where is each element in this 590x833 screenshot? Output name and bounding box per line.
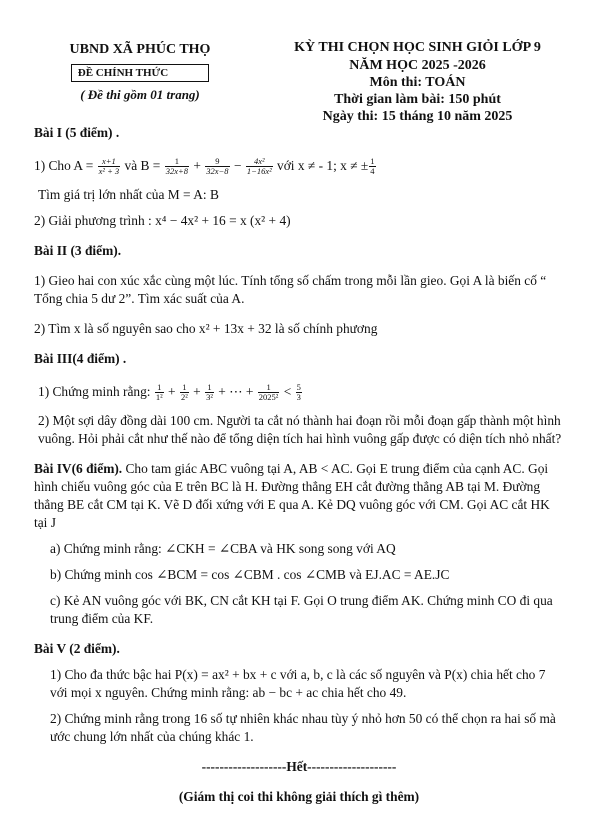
organization-name: UBND XÃ PHÚC THỌ — [69, 42, 211, 57]
fraction-A: $\frac{x+1}{\text{x² + 3}}$ — [98, 156, 120, 177]
fraction-1: $\frac{1}{\text{1²}}$ — [155, 382, 163, 403]
section-1-question-2: 2) Giải phương trình : x⁴ − 4x² + 16 = x (x² + 4) — [34, 213, 291, 228]
school-year: NĂM HỌC 2025 -2026 — [349, 58, 486, 73]
fraction-3: $\frac{1}{\text{3²}}$ — [206, 382, 213, 403]
header-right — [285, 38, 550, 125]
fraction-rhs: $\frac{5}{3}$ — [296, 382, 301, 403]
section-5-question-1: 1) Cho đa thức bậc hai P(x) = ax² + bx + c với a, b, c là các số nguyên và P(x) chia hết cho 7 với mọi x nguyên. Chứng minh rằng: ab − bc + ac chia hết cho 49. — [50, 667, 546, 700]
section-4-question-b: b) Chứng minh cos ∠BCM = cos ∠CBM . cos ∠CMB và EJ.AC = AE.JC — [50, 567, 450, 582]
section-3-question-1: 1) Chứng minh rằng: $\frac{1}{\text{1²}}$ + $\frac{1}{\text{2²}}$ + $\frac{1}{\text{3²}}$ + ⋯ + $\frac{1}{\text{2025²}}$ < $\frac{5}{3}$ — [38, 382, 301, 403]
section-3-question-2: 2) Một sợi dây đồng dài 100 cm. Người ta cắt nó thành hai đoạn rồi mỗi đoạn gấp thành một hình vuông. Hỏi phải cắt như thế nào để tổng diện tích hai hình vuông gấp được có diện tích nhỏ nhất? — [38, 413, 562, 446]
fraction-B1: $\frac{1}{32x+8}$ — [165, 156, 188, 177]
fraction-condition: $\frac{1}{4}$ — [370, 156, 375, 177]
section-4-intro: Bài IV(6 điểm). Cho tam giác ABC vuông tại A, AB < AC. Gọi E trung điểm của cạnh AC. Gọi hình chiếu vuông góc của E trên BC là H. Đường thẳng EH cắt đường thẳng AB tại M. Đường thẳng BE cắt CM tại K. Vẽ D đối xứng với E qua A. Kẻ DQ vuông góc với CM. Gọi AC cắt HK tại J — [34, 461, 550, 530]
section-1-title: Bài I (5 điểm) . — [34, 125, 120, 140]
section-2-question-1: 1) Gieo hai con xúc xắc cùng một lúc. Tính tổng số chấm trong mỗi lần gieo. Gọi A là biến cố “ Tổng chia 5 dư 2”. Tìm xác suất của A. — [34, 273, 547, 306]
section-3-title: Bài III(4 điểm) . — [34, 351, 127, 366]
fraction-n: $\frac{1}{\text{2025²}}$ — [258, 382, 279, 403]
end-marker: -------------------Hết-------------------- — [201, 759, 397, 774]
exam-date: Ngày thi: 15 tháng 10 năm 2025 — [322, 109, 513, 124]
fraction-B3: $\frac{\text{4x²}}{\text{1−16x²}}$ — [246, 156, 272, 177]
exam-title: KỲ THI CHỌN HỌC SINH GIỎI LỚP 9 — [294, 40, 541, 55]
fraction-B2: $\frac{9}{32x-8}$ — [206, 156, 229, 177]
header-left — [50, 38, 230, 103]
section-4-question-a: a) Chứng minh rằng: ∠CKH = ∠CBA và HK song song với AQ — [50, 541, 396, 556]
section-1-task: Tìm giá trị lớn nhất của M = A: B — [38, 187, 219, 202]
exam-body — [34, 124, 564, 806]
section-4-question-c: c) Kẻ AN vuông góc với BK, CN cắt KH tại F. Gọi O trung điểm AK. Chứng minh CO đi qua trung điểm của KF. — [50, 593, 553, 626]
official-label: ĐỀ CHÍNH THỨC — [71, 64, 209, 82]
pages-note: ( Đề thi gồm 01 trang) — [80, 87, 200, 102]
section-2-title: Bài II (3 điểm). — [34, 243, 122, 258]
section-5-question-2: 2) Chứng minh rằng trong 16 số tự nhiên khác nhau tùy ý nhỏ hơn 50 có thể chọn ra hai số mà ước chung lớn nhất của chúng khác 1. — [50, 711, 556, 744]
duration: Thời gian làm bài: 150 phút — [334, 92, 501, 107]
section-2-question-2: 2) Tìm x là số nguyên sao cho x² + 13x + 32 là số chính phương — [34, 321, 378, 336]
fraction-2: $\frac{1}{\text{2²}}$ — [180, 382, 188, 403]
section-4-title: Bài IV(6 điểm). — [34, 461, 123, 476]
section-5-title: Bài V (2 điểm). — [34, 641, 120, 656]
section-1-question-1: 1) Cho A = $\frac{x+1}{\text{x² + 3}}$ và B = $\frac{1}{32x+8}$ + $\frac{9}{32x-8}$ − $\frac{\text{4x²}}{\text{1−16x²}}$ với x ≠ - 1; x ≠ ± $\frac{1}{4}$ — [34, 156, 375, 177]
proctor-note: (Giám thị coi thi không giải thích gì thêm) — [178, 789, 420, 804]
subject: Môn thi: TOÁN — [369, 75, 466, 90]
